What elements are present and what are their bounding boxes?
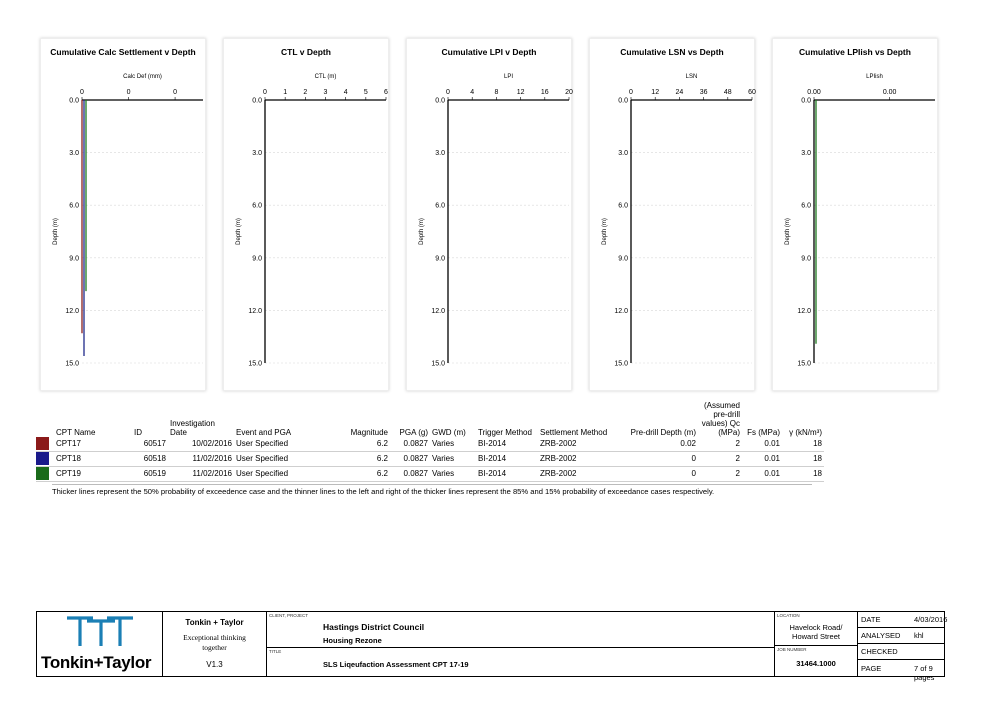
chart-panel-lpiish xyxy=(772,38,938,391)
date-value: 4/03/2016 xyxy=(914,615,948,624)
location-cell xyxy=(775,612,858,646)
page-row xyxy=(858,659,944,682)
version: V1.3 xyxy=(206,660,223,669)
settlement-cell: ZRB-2002 xyxy=(538,452,618,467)
x-tick-label: 24 xyxy=(675,89,684,96)
fs-cell: 0.01 xyxy=(742,452,782,467)
x-tick-label: 1 xyxy=(283,89,288,96)
table-row xyxy=(36,437,824,452)
y-tick-label: 12.0 xyxy=(65,307,79,315)
x-axis-label: CTL (m) xyxy=(314,74,337,80)
y-tick-label: 0.0 xyxy=(69,97,79,105)
series-color-swatch xyxy=(36,467,49,480)
x-axis-label: Calc Def (mm) xyxy=(123,74,162,80)
y-tick-label: 9.0 xyxy=(435,255,445,263)
y-tick-label: 12.0 xyxy=(797,307,811,315)
x-tick-label: 0 xyxy=(173,89,178,96)
event-cell: User Specified xyxy=(234,452,348,467)
x-tick-label: 16 xyxy=(540,89,549,96)
x-axis-label: LSN xyxy=(685,74,698,80)
x-axis-label: LPI xyxy=(503,74,514,80)
table-note: Thicker lines represent the 50% probability of exceedence case and the thinner lines to the left and right of the thicker lines represent the 85% and 15% probability of exceedance cases respectively. xyxy=(52,484,812,496)
x-axis-label: LPIish xyxy=(866,74,883,80)
y-tick-label: 9.0 xyxy=(252,255,262,263)
col-event: Event and PGA xyxy=(236,428,292,437)
id-cell: 60518 xyxy=(132,452,168,467)
y-tick-label: 6.0 xyxy=(252,202,262,210)
col-trigger: Trigger Method xyxy=(478,428,532,437)
ctl-chart xyxy=(224,39,388,390)
col-magnitude: Magnitude xyxy=(350,428,388,437)
col-fs: Fs (MPa) xyxy=(747,428,780,437)
y-tick-label: 6.0 xyxy=(435,202,445,210)
x-tick-label: 4 xyxy=(343,89,348,96)
y-tick-label: 0.0 xyxy=(618,97,628,105)
title-cell xyxy=(267,648,775,676)
x-tick-label: 5 xyxy=(363,89,368,96)
settlement-cell: ZRB-2002 xyxy=(538,437,618,452)
col-date: Investigation Date xyxy=(170,419,215,437)
analysed-value: khl xyxy=(914,631,924,640)
y-tick-label: 3.0 xyxy=(69,150,79,158)
logo-wordmark: Tonkin+Taylor xyxy=(41,653,152,672)
pga-cell: 0.0827 xyxy=(390,467,430,482)
y-tick-label: 15.0 xyxy=(65,360,79,368)
id-cell: 60519 xyxy=(132,467,168,482)
event-cell: User Specified xyxy=(234,467,348,482)
pga-cell: 0.0827 xyxy=(390,437,430,452)
company-name: Tonkin + Taylor xyxy=(185,618,244,627)
chart-title: CTL v Depth xyxy=(281,47,331,57)
qc-cell: 2 xyxy=(698,467,742,482)
x-tick-label: 0 xyxy=(126,89,131,96)
client-cell xyxy=(267,612,775,648)
x-tick-label: 6 xyxy=(384,89,388,96)
magnitude-cell: 6.2 xyxy=(348,467,390,482)
chart-panel-settlement xyxy=(40,38,206,391)
x-tick-label: 4 xyxy=(470,89,475,96)
col-pga: PGA (g) xyxy=(399,428,428,437)
chart-panel-ctl xyxy=(223,38,389,391)
x-tick-label: 36 xyxy=(699,89,708,96)
lpiish-chart xyxy=(773,39,937,390)
id-cell: 60517 xyxy=(132,437,168,452)
gwd-cell: Varies xyxy=(430,437,476,452)
x-tick-label: 20 xyxy=(565,89,573,96)
y-tick-label: 3.0 xyxy=(618,150,628,158)
chart-panel-lpi xyxy=(406,38,572,391)
y-axis-label: Depth (m) xyxy=(236,218,242,245)
x-tick-label: 0.00 xyxy=(807,89,821,96)
date-cell: 10/02/2016 xyxy=(168,437,234,452)
y-tick-label: 9.0 xyxy=(801,255,811,263)
y-axis-label: Depth (m) xyxy=(602,218,608,245)
gwd-cell: Varies xyxy=(430,467,476,482)
magnitude-cell: 6.2 xyxy=(348,437,390,452)
analysed-row xyxy=(858,627,944,644)
predrill-cell: 0 xyxy=(618,467,698,482)
qc-cell: 2 xyxy=(698,452,742,467)
table-row xyxy=(36,467,824,482)
y-tick-label: 3.0 xyxy=(252,150,262,158)
col-settlement: Settlement Method xyxy=(540,428,608,437)
y-tick-label: 3.0 xyxy=(801,150,811,158)
col-qc: (Assumed pre-drill values) Qc (MPa) xyxy=(701,401,740,437)
predrill-cell: 0.02 xyxy=(618,437,698,452)
date-cell: 11/02/2016 xyxy=(168,467,234,482)
settlement-cell: ZRB-2002 xyxy=(538,467,618,482)
x-tick-label: 8 xyxy=(494,89,499,96)
date-label: DATE xyxy=(861,615,881,624)
x-tick-label: 12 xyxy=(651,89,660,96)
event-cell: User Specified xyxy=(234,437,348,452)
x-tick-label: 2 xyxy=(303,89,308,96)
cpt-name-cell: CPT18 xyxy=(54,452,132,467)
col-gamma: γ (kN/m³) xyxy=(789,428,822,437)
y-tick-label: 12.0 xyxy=(614,307,628,315)
trigger-cell: BI-2014 xyxy=(476,437,538,452)
fs-cell: 0.01 xyxy=(742,437,782,452)
location-label: LOCATION xyxy=(777,613,800,618)
y-axis-label: Depth (m) xyxy=(785,218,791,245)
y-tick-label: 15.0 xyxy=(248,360,262,368)
trigger-cell: BI-2014 xyxy=(476,452,538,467)
company-cell xyxy=(163,612,267,676)
y-axis-label: Depth (m) xyxy=(53,218,59,245)
checked-row xyxy=(858,643,944,660)
x-tick-label: 0 xyxy=(446,89,450,96)
analysed-label: ANALYSED xyxy=(861,631,901,640)
title-label: TITLE xyxy=(269,649,282,654)
job-number: 31464.1000 xyxy=(796,659,836,668)
y-tick-label: 15.0 xyxy=(614,360,628,368)
x-tick-label: 12 xyxy=(516,89,525,96)
cpt-name-cell: CPT19 xyxy=(54,467,132,482)
x-tick-label: 3 xyxy=(323,89,328,96)
y-axis-label: Depth (m) xyxy=(419,218,425,245)
x-tick-label: 0.00 xyxy=(882,89,897,96)
predrill-cell: 0 xyxy=(618,452,698,467)
drawing-title: SLS Liqeufaction Assessment CPT 17-19 xyxy=(323,660,469,669)
x-tick-label: 60 xyxy=(748,89,756,96)
company-tagline: Exceptional thinking together xyxy=(183,633,246,652)
y-tick-label: 12.0 xyxy=(248,307,262,315)
chart-panel-lsn xyxy=(589,38,755,391)
y-tick-label: 9.0 xyxy=(69,255,79,263)
lsn-chart xyxy=(590,39,754,390)
x-tick-label: 48 xyxy=(723,89,732,96)
job-cell xyxy=(775,646,858,676)
y-tick-label: 0.0 xyxy=(252,97,262,105)
title-block xyxy=(36,611,948,682)
col-gwd: GWD (m) xyxy=(432,428,466,437)
cpt-name-cell: CPT17 xyxy=(54,437,132,452)
client-name: Hastings District Council xyxy=(323,622,425,632)
location: Havelock Road/ Howard Street xyxy=(789,623,843,641)
date-cell: 11/02/2016 xyxy=(168,452,234,467)
lpi-chart xyxy=(407,39,571,390)
checked-label: CHECKED xyxy=(861,647,898,656)
gwd-cell: Varies xyxy=(430,452,476,467)
x-tick-label: 0 xyxy=(629,89,633,96)
y-tick-label: 12.0 xyxy=(431,307,445,315)
fs-cell: 0.01 xyxy=(742,467,782,482)
trigger-cell: BI-2014 xyxy=(476,467,538,482)
pga-cell: 0.0827 xyxy=(390,452,430,467)
gamma-cell: 18 xyxy=(782,452,824,467)
col-predrill: Pre-drill Depth (m) xyxy=(630,428,696,437)
y-tick-label: 6.0 xyxy=(618,202,628,210)
chart-title: Cumulative LPIish vs Depth xyxy=(799,47,911,57)
y-tick-label: 6.0 xyxy=(69,202,79,210)
col-cpt-name: CPT Name xyxy=(56,428,96,437)
series-color-swatch xyxy=(36,452,49,465)
chart-title: Cumulative Calc Settlement v Depth xyxy=(50,47,196,57)
y-tick-label: 0.0 xyxy=(801,97,811,105)
settlement-chart xyxy=(41,39,205,390)
qc-cell: 2 xyxy=(698,437,742,452)
meta-cell xyxy=(858,612,948,682)
y-tick-label: 15.0 xyxy=(431,360,445,368)
table-header-row xyxy=(36,395,824,437)
y-tick-label: 0.0 xyxy=(435,97,445,105)
chart-title: Cumulative LSN vs Depth xyxy=(620,47,724,57)
client-label: CLIENT, PROJECT xyxy=(269,613,309,618)
logo-cell xyxy=(37,612,163,676)
project-name: Housing Rezone xyxy=(323,636,382,645)
date-row xyxy=(858,612,948,628)
gamma-cell: 18 xyxy=(782,437,824,452)
col-id: ID xyxy=(134,428,142,437)
gamma-cell: 18 xyxy=(782,467,824,482)
table-row xyxy=(36,452,824,467)
x-tick-label: 0 xyxy=(80,89,84,96)
y-tick-label: 6.0 xyxy=(801,202,811,210)
chart-title: Cumulative LPI v Depth xyxy=(441,47,537,57)
y-tick-label: 3.0 xyxy=(435,150,445,158)
job-label: JOB NUMBER xyxy=(777,647,807,652)
page-label: PAGE xyxy=(861,664,882,673)
series-color-swatch xyxy=(36,437,49,450)
y-tick-label: 15.0 xyxy=(797,360,811,368)
cpt-table xyxy=(36,395,824,482)
page-value: 7 of 9 pages xyxy=(914,664,935,682)
tt-logo-icon xyxy=(37,612,163,652)
x-tick-label: 0 xyxy=(263,89,267,96)
magnitude-cell: 6.2 xyxy=(348,452,390,467)
y-tick-label: 9.0 xyxy=(618,255,628,263)
